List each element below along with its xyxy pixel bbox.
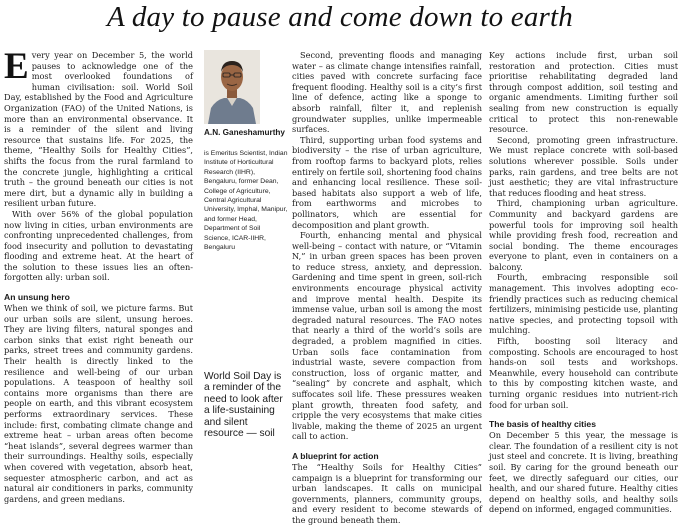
- column-4: [489, 50, 678, 515]
- subheading-unsung-hero: An unsung hero: [4, 292, 70, 303]
- column-3: [292, 50, 482, 526]
- paragraph: When we think of soil, we picture farms. But our urban soils are silent, unsung heroes. They are living filters, natural sponges and carbon sinks that exist right beneath our parks, street trees and community gardens. Their health is directly linked to the resilience and well-being of our urban populations. A teaspoon of healthy soil contains more organisms than there are people on earth, and this vibrant ecosystem performs extraordinary services. These include: first, combating climate change and extreme heat – urban areas often become “heat islands”, several degrees warmer than their surroundings. Healthy soils, especially when covered with vegetation, absorb heat, sequester atmospheric carbon, and act as natural air conditioners in parks, community gardens, and green medians.: [4, 303, 193, 504]
- paragraph: Fifth, boosting soil literacy and composting. Schools are encouraged to host hands-on soil tests and workshops. Meanwhile, every household can contribute to this by composting kitchen waste, and turning organic residues into nutrient-rich food for urban soil.: [489, 336, 678, 410]
- paragraph: With over 56% of the global population now living in cities, urban environments are confronting unprecedented challenges, from food insecurity and pollution to devastating flooding and extreme heat. At the heart of the solution to these issues lies an often-forgotten ally: urban soil.: [4, 208, 193, 283]
- pull-quote: World Soil Day is a reminder of the need to look after a life-sustaining and silent resource — soil: [204, 371, 283, 440]
- paragraph: On December 5 this year, the message is clear. The foundation of a resilient city is not just steel and concrete. It is living, breathing soil. By caring for the ground beneath our feet, we directly safeguard our cities, our health, and our shared future. Healthy cities depend on healthy soils, and healthy soils depend on informed, engaged communities.: [489, 430, 678, 515]
- author-bio: is Emeritus Scientist, Indian Institute of Horticultural Research (IIHR), Bengaluru, former Dean, College of Agriculture, Central Agricultural University, Imphal, Manipur, and former Head, Department of Soil Science, ICAR-IIHR, Bengaluru: [204, 150, 288, 252]
- paragraph: Fourth, enhancing mental and physical well-being – contact with nature, or “Vitamin N,” in urban green spaces has been proven to reduce stress, anxiety, and depression. Gardening and time spent in green, soil-rich environments encourage physical activity and improve mental health. Despite its immense value, urban soil is among the most degraded natural resources. The FAO notes that nearly a third of the world’s soils are degraded, a problem magnified in cities. Urban soils face contamination from industrial waste, severe compaction from construction, loss of organic matter, and “sealing” by concrete and asphalt, which suffocates soil life. These pressures weaken plant growth, threaten food safety, and cripple the very ecosystems that make cities livable, making the theme of 2025 an urgent call to action.: [292, 230, 482, 442]
- headline: A day to pause and come down to earth: [107, 1, 573, 33]
- paragraph: The “Healthy Soils for Healthy Cities” campaign is a blueprint for transforming our urban landscapes. It calls on municipal governments, planners, community groups, and every resident to become stewards of the ground beneath them.: [292, 461, 482, 525]
- author-photo: [204, 50, 260, 124]
- subheading-blueprint: A blueprint for action: [292, 450, 379, 461]
- paragraph: Second, promoting green infrastructure. We must replace concrete with soil-based solutions wherever possible. Soils under parks, rain gardens, and tree belts are not just aesthetic; they are vital infrastructure that reduces flooding and heat stress.: [489, 134, 678, 198]
- subheading-healthy-cities: The basis of healthy cities: [489, 419, 596, 430]
- paragraph: Third, championing urban agriculture. Community and backyard gardens are powerful tools for improving soil health while providing fresh food, recreation and social bonding. The theme encourages everyone to plant, even in containers on a balcony.: [489, 198, 678, 272]
- paragraph: Third, supporting urban food systems and biodiversity – the rise of urban agriculture, from rooftop farms to backyard plots, relies entirely on fertile soil, shortening food chains and enhancing local resilience. These soil-based habitats also support a web of life, from earthworms and microbes to pollinators, which are essential for decomposition and plant growth.: [292, 134, 482, 230]
- paragraph: Second, preventing floods and managing water – as climate change intensifies rainfall, cities paved with concrete surfacing face frequent flooding. Healthy soil is a city’s first line of defence, acting like a sponge to absorb rainfall, filter it, and replenish groundwater supplies, unlike impermeable surfaces.: [292, 50, 482, 135]
- author-portrait-image: [204, 50, 260, 124]
- paragraph: Key actions include first, urban soil restoration and protection. Cities must prioritise rehabilitating degraded land through compost addition, soil testing and organic amendments. Limiting further soil sealing from new construction is equally critical to protect this non-renewable resource.: [489, 50, 678, 135]
- author-name: A.N. Ganeshamurthy: [204, 128, 285, 137]
- column-1: [4, 46, 193, 504]
- paragraph: Fourth, embracing responsible soil management. This involves adopting eco-friendly practices such as reducing chemical fertilizers, minimising pesticide use, planting native species, and protecting topsoil with mulching.: [489, 272, 678, 336]
- intro-paragraph: very year on December 5, the world pauses to acknowledge one of the most overlooked foundations of human civilisation: soil. World Soil Day, established by the Food and Agriculture Organization (FAO) of the United Nations, is more than an environmental observance. It is a reminder of the silent and living resource that sustains life. For 2025, the theme, “Healthy Soils for Healthy Cities”, shifts the focus from the rural farmland to the concrete jungle, highlighting a critical truth – the ground beneath our cities is not mere dirt, but a dynamic ally in building a resilient urban future.: [4, 50, 193, 209]
- drop-cap: E: [4, 46, 29, 87]
